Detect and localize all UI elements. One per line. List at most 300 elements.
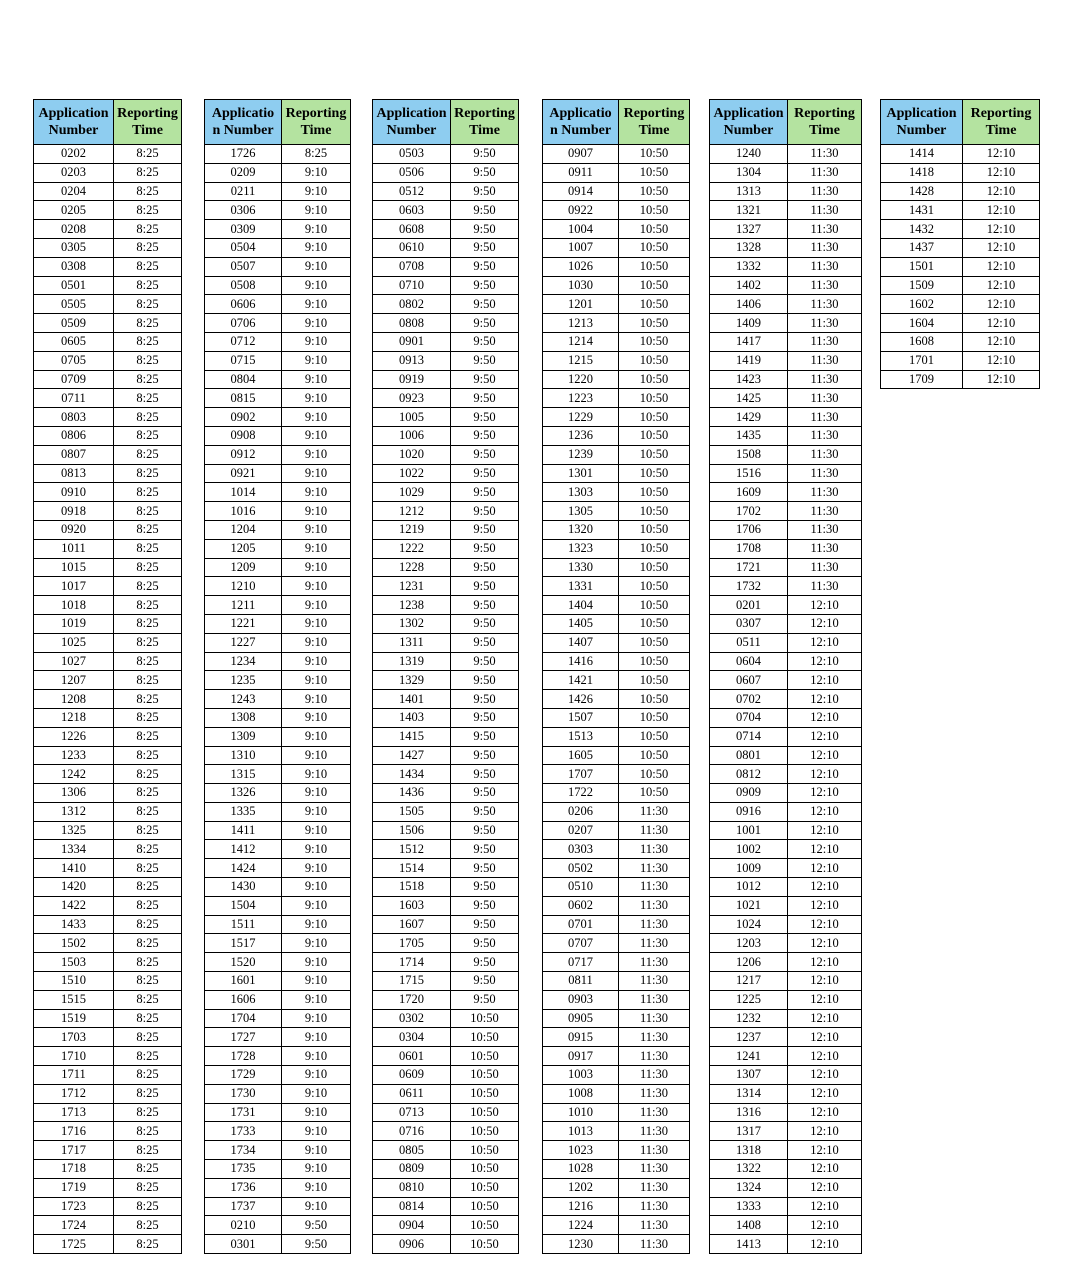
reporting-time-cell [282, 182, 351, 201]
reporting-time-value: 10:50 [470, 1011, 499, 1026]
application-number-cell [205, 1216, 282, 1235]
reporting-time-cell [282, 332, 351, 351]
reporting-time-cell [282, 1009, 351, 1028]
application-number-cell [373, 1178, 451, 1197]
table-row [710, 145, 862, 164]
reporting-time-value: 10:50 [639, 371, 669, 386]
reporting-time-cell [282, 1141, 351, 1160]
reporting-time-value: 9:50 [473, 221, 496, 236]
table-row [543, 445, 690, 464]
reporting-time-cell [282, 1084, 351, 1103]
table-row [373, 708, 519, 727]
application-number-value: 0810 [399, 1180, 424, 1195]
reporting-time-value: 9:10 [304, 1123, 328, 1138]
reporting-time-cell [963, 163, 1040, 182]
reporting-time-cell [451, 784, 519, 803]
table-row [34, 915, 182, 934]
reporting-time-cell [451, 163, 519, 182]
application-number-cell [34, 1028, 114, 1047]
reporting-time-value: 8:25 [136, 371, 159, 386]
application-number-cell [205, 934, 282, 953]
reporting-time-value: 8:25 [136, 653, 159, 668]
application-number-cell [34, 614, 114, 633]
reporting-time-value: 8:25 [136, 616, 159, 631]
reporting-time-value: 11:30 [639, 917, 668, 932]
reporting-time-value: 10:50 [470, 1199, 499, 1214]
application-number-cell [710, 1047, 788, 1066]
header-application-number-line: Number [896, 123, 947, 138]
table-row [34, 220, 182, 239]
application-number-value: 0711 [61, 390, 86, 405]
application-number-cell [543, 1160, 619, 1179]
table-row [543, 1028, 690, 1047]
application-number-cell [543, 483, 619, 502]
table-row [373, 201, 519, 220]
reporting-time-value: 9:10 [304, 672, 328, 687]
application-number-value: 1332 [736, 259, 761, 274]
application-number-cell [373, 520, 451, 539]
table-row [34, 1160, 182, 1179]
reporting-time-cell [963, 332, 1040, 351]
reporting-time-cell [282, 389, 351, 408]
reporting-time-cell [619, 502, 690, 521]
application-number-cell [205, 784, 282, 803]
application-number-cell [373, 1103, 451, 1122]
application-number-value: 0706 [230, 315, 256, 330]
table-row [881, 238, 1040, 257]
application-number-value: 1002 [736, 841, 761, 856]
application-number-cell [543, 1178, 619, 1197]
reporting-time-cell [619, 182, 690, 201]
application-number-cell [34, 445, 114, 464]
application-number-value: 1716 [61, 1123, 86, 1138]
application-number-cell [34, 276, 114, 295]
reporting-time-cell [114, 840, 182, 859]
reporting-time-cell [114, 257, 182, 276]
reporting-time-cell [963, 295, 1040, 314]
reporting-time-value: 11:30 [639, 1067, 668, 1082]
table-row [205, 821, 351, 840]
table-row [710, 1216, 862, 1235]
reporting-time-value: 8:25 [136, 146, 159, 161]
table-row [543, 784, 690, 803]
reporting-time-value: 11:30 [639, 1011, 668, 1026]
header-row [34, 100, 182, 145]
reporting-time-cell [788, 182, 862, 201]
application-number-value: 1214 [568, 334, 593, 349]
application-number-cell [373, 1084, 451, 1103]
reporting-time-cell [282, 351, 351, 370]
table-row [34, 539, 182, 558]
reporting-time-cell [619, 802, 690, 821]
application-number-value: 1316 [736, 1105, 761, 1120]
table-row [710, 1122, 862, 1141]
reporting-time-cell [114, 953, 182, 972]
application-number-cell [710, 558, 788, 577]
reporting-time-value: 9:50 [473, 334, 496, 349]
schedule-table-3 [372, 99, 519, 1254]
reporting-time-value: 9:50 [473, 315, 496, 330]
header-row [205, 100, 351, 145]
table-row [543, 596, 690, 615]
table-row [205, 1197, 351, 1216]
application-number-cell [710, 389, 788, 408]
application-number-value: 1424 [230, 860, 256, 875]
reporting-time-value: 9:10 [304, 710, 328, 725]
application-number-value: 0804 [230, 371, 256, 386]
application-number-cell [34, 558, 114, 577]
application-number-value: 1326 [230, 785, 256, 800]
reporting-time-cell [451, 332, 519, 351]
reporting-time-value: 11:30 [810, 578, 839, 593]
table-row [205, 859, 351, 878]
reporting-time-cell [963, 201, 1040, 220]
application-number-value: 1320 [568, 522, 593, 537]
reporting-time-cell [282, 1197, 351, 1216]
application-number-value: 1435 [736, 428, 761, 443]
application-number-cell [710, 257, 788, 276]
application-number-value: 1223 [568, 390, 593, 405]
reporting-time-value: 9:50 [473, 691, 496, 706]
schedule-table-2 [204, 99, 351, 1254]
application-number-cell [34, 182, 114, 201]
table-row [34, 502, 182, 521]
table-row [34, 821, 182, 840]
reporting-time-cell [788, 972, 862, 991]
application-number-value: 1418 [909, 165, 934, 180]
table-row [710, 238, 862, 257]
reporting-time-cell [788, 558, 862, 577]
reporting-time-cell [282, 596, 351, 615]
reporting-time-cell [282, 765, 351, 784]
application-number-value: 0902 [230, 409, 256, 424]
reporting-time-cell [451, 802, 519, 821]
reporting-time-cell [282, 990, 351, 1009]
reporting-time-value: 10:50 [639, 296, 669, 311]
reporting-time-value: 9:50 [473, 917, 496, 932]
application-number-value: 1502 [61, 935, 86, 950]
table-row [710, 821, 862, 840]
reporting-time-cell [114, 1047, 182, 1066]
table-row [710, 1141, 862, 1160]
reporting-time-cell [451, 765, 519, 784]
table-row [205, 1084, 351, 1103]
reporting-time-cell [114, 1084, 182, 1103]
reporting-time-value: 10:50 [639, 710, 669, 725]
table-row [543, 765, 690, 784]
reporting-time-value: 10:50 [639, 503, 669, 518]
reporting-time-cell [788, 1066, 862, 1085]
application-number-cell [710, 934, 788, 953]
header-reporting-time-line: Time [638, 123, 670, 138]
reporting-time-value: 9:10 [304, 1161, 328, 1176]
reporting-time-cell [114, 784, 182, 803]
application-number-cell [373, 539, 451, 558]
application-number-value: 1010 [568, 1105, 593, 1120]
schedule-table-5 [709, 99, 862, 1254]
table-row [543, 502, 690, 521]
application-number-cell [205, 520, 282, 539]
application-number-value: 1711 [61, 1067, 86, 1082]
table-row [205, 558, 351, 577]
table-row [205, 671, 351, 690]
table-row [710, 426, 862, 445]
table-row [710, 389, 862, 408]
table-row [373, 1047, 519, 1066]
reporting-time-value: 9:10 [304, 785, 328, 800]
reporting-time-value: 9:50 [473, 898, 496, 913]
table-row [373, 1141, 519, 1160]
reporting-time-cell [788, 1122, 862, 1141]
application-number-cell [710, 727, 788, 746]
application-number-value: 0506 [399, 165, 424, 180]
table-row [34, 257, 182, 276]
reporting-time-cell [451, 502, 519, 521]
table-row [543, 182, 690, 201]
reporting-time-cell [619, 1216, 690, 1235]
header-application-number-line: Application [886, 106, 957, 121]
application-number-value: 1520 [230, 954, 256, 969]
table-row [710, 502, 862, 521]
application-number-cell [710, 652, 788, 671]
application-number-cell [205, 896, 282, 915]
application-number-value: 1239 [568, 447, 593, 462]
application-number-cell [373, 220, 451, 239]
reporting-time-value: 8:25 [136, 823, 159, 838]
table-row [710, 483, 862, 502]
application-number-value: 1309 [230, 729, 256, 744]
table-row [34, 652, 182, 671]
application-number-cell [373, 464, 451, 483]
application-number-value: 1028 [568, 1161, 593, 1176]
table-row [373, 990, 519, 1009]
application-number-value: 0917 [568, 1048, 593, 1063]
reporting-time-cell [114, 708, 182, 727]
reporting-time-value: 9:10 [304, 935, 328, 950]
application-number-cell [543, 708, 619, 727]
reporting-time-cell [282, 408, 351, 427]
reporting-time-cell [619, 708, 690, 727]
table-row [34, 1066, 182, 1085]
reporting-time-cell [282, 652, 351, 671]
reporting-time-value: 12:10 [986, 334, 1016, 349]
reporting-time-value: 9:50 [473, 296, 496, 311]
reporting-time-cell [114, 483, 182, 502]
reporting-time-value: 8:25 [136, 315, 159, 330]
application-number-cell [34, 389, 114, 408]
application-number-cell [34, 370, 114, 389]
header-reporting-time-line: Reporting [285, 106, 347, 121]
application-number-cell [710, 802, 788, 821]
table-row [205, 201, 351, 220]
reporting-time-cell [282, 370, 351, 389]
application-number-value: 1506 [399, 823, 424, 838]
application-number-value: 1004 [568, 221, 593, 236]
application-number-value: 0505 [61, 296, 86, 311]
reporting-time-cell [788, 652, 862, 671]
reporting-time-cell [788, 314, 862, 333]
reporting-time-cell [282, 746, 351, 765]
reporting-time-cell [619, 1141, 690, 1160]
reporting-time-value: 12:10 [810, 653, 839, 668]
reporting-time-value: 10:50 [639, 240, 669, 255]
reporting-time-value: 11:30 [810, 541, 839, 556]
reporting-time-cell [451, 972, 519, 991]
application-number-value: 0909 [736, 785, 761, 800]
reporting-time-cell [282, 690, 351, 709]
application-number-value: 1210 [230, 578, 256, 593]
reporting-time-cell [114, 1178, 182, 1197]
application-number-value: 0509 [61, 315, 86, 330]
reporting-time-value: 10:50 [639, 465, 669, 480]
reporting-time-value: 11:30 [810, 484, 839, 499]
application-number-cell [205, 878, 282, 897]
table-row [34, 878, 182, 897]
application-number-value: 0707 [568, 935, 593, 950]
table-row [710, 1066, 862, 1085]
reporting-time-cell [451, 351, 519, 370]
reporting-time-cell [788, 389, 862, 408]
table-row [373, 464, 519, 483]
application-number-cell [543, 389, 619, 408]
reporting-time-cell [619, 1009, 690, 1028]
application-number-value: 1727 [230, 1029, 256, 1044]
application-number-cell [205, 708, 282, 727]
reporting-time-cell [282, 727, 351, 746]
reporting-time-cell [619, 295, 690, 314]
reporting-time-value: 11:30 [810, 296, 839, 311]
reporting-time-value: 9:10 [304, 315, 328, 330]
application-number-value: 0717 [568, 954, 593, 969]
table-row [373, 332, 519, 351]
reporting-time-value: 9:50 [473, 729, 496, 744]
reporting-time-value: 11:30 [810, 259, 839, 274]
application-number-value: 0308 [61, 259, 86, 274]
reporting-time-value: 11:30 [639, 1180, 668, 1195]
table-row [205, 690, 351, 709]
table-row [543, 802, 690, 821]
reporting-time-value: 11:30 [639, 879, 668, 894]
application-number-cell [373, 1216, 451, 1235]
application-number-value: 0811 [568, 973, 593, 988]
application-number-cell [205, 1122, 282, 1141]
application-number-value: 0906 [399, 1236, 424, 1251]
table-row [34, 1235, 182, 1254]
application-number-cell [34, 426, 114, 445]
application-number-cell [34, 1141, 114, 1160]
table-row [543, 483, 690, 502]
reporting-time-value: 9:50 [473, 146, 496, 161]
reporting-time-value: 9:50 [473, 823, 496, 838]
header-reporting-time-line: Time [300, 123, 332, 138]
table-row [710, 1178, 862, 1197]
reporting-time-value: 11:30 [810, 428, 839, 443]
application-number-value: 0210 [230, 1217, 256, 1232]
application-number-cell [34, 1178, 114, 1197]
application-number-cell [543, 1084, 619, 1103]
reporting-time-cell [114, 614, 182, 633]
reporting-time-cell [788, 953, 862, 972]
application-number-value: 0605 [61, 334, 86, 349]
application-number-value: 0708 [399, 259, 424, 274]
table-row [373, 351, 519, 370]
application-number-cell [34, 464, 114, 483]
reporting-time-cell [963, 145, 1040, 164]
application-number-value: 1724 [61, 1217, 86, 1232]
application-number-value: 1228 [399, 559, 424, 574]
application-number-value: 0915 [568, 1029, 593, 1044]
application-number-value: 1507 [568, 710, 593, 725]
reporting-time-cell [114, 990, 182, 1009]
application-number-value: 0809 [399, 1161, 424, 1176]
table-row [710, 520, 862, 539]
table-row [373, 765, 519, 784]
reporting-time-cell [114, 821, 182, 840]
reporting-time-value: 9:50 [473, 522, 496, 537]
application-number-cell [34, 314, 114, 333]
application-number-value: 1325 [61, 823, 86, 838]
application-number-cell [205, 332, 282, 351]
application-number-value: 1016 [230, 503, 256, 518]
reporting-time-value: 10:50 [470, 1161, 499, 1176]
application-number-cell [881, 182, 963, 201]
application-number-cell [205, 577, 282, 596]
application-number-value: 1321 [736, 202, 761, 217]
application-number-value: 1510 [61, 973, 86, 988]
reporting-time-cell [114, 1122, 182, 1141]
reporting-time-cell [114, 1066, 182, 1085]
application-number-value: 0606 [230, 296, 256, 311]
table-row [205, 840, 351, 859]
header-application-number [34, 100, 114, 145]
table-row [205, 746, 351, 765]
table-row [543, 953, 690, 972]
application-number-cell [543, 182, 619, 201]
application-number-value: 1027 [61, 653, 86, 668]
table-row [34, 483, 182, 502]
reporting-time-cell [282, 577, 351, 596]
table-row [373, 953, 519, 972]
application-number-value: 1732 [736, 578, 761, 593]
reporting-time-cell [619, 953, 690, 972]
reporting-time-value: 9:10 [304, 1048, 328, 1063]
table-row [205, 577, 351, 596]
application-number-cell [34, 1066, 114, 1085]
reporting-time-value: 9:50 [473, 954, 496, 969]
reporting-time-value: 10:50 [639, 447, 669, 462]
application-number-value: 0923 [399, 390, 424, 405]
table-row [710, 934, 862, 953]
header-reporting-time [619, 100, 690, 145]
table-row [543, 520, 690, 539]
table-row [34, 182, 182, 201]
table-row [710, 972, 862, 991]
table-row [881, 257, 1040, 276]
application-number-cell [710, 765, 788, 784]
application-number-value: 1201 [568, 296, 593, 311]
reporting-time-value: 11:30 [810, 522, 839, 537]
header-reporting-time-line: Reporting [970, 106, 1032, 121]
reporting-time-cell [619, 539, 690, 558]
reporting-time-cell [619, 1047, 690, 1066]
application-number-cell [205, 633, 282, 652]
application-number-value: 1419 [736, 353, 761, 368]
header-application-number [205, 100, 282, 145]
header-reporting-time [282, 100, 351, 145]
reporting-time-cell [451, 1084, 519, 1103]
application-number-value: 0705 [61, 353, 86, 368]
application-number-cell [205, 690, 282, 709]
